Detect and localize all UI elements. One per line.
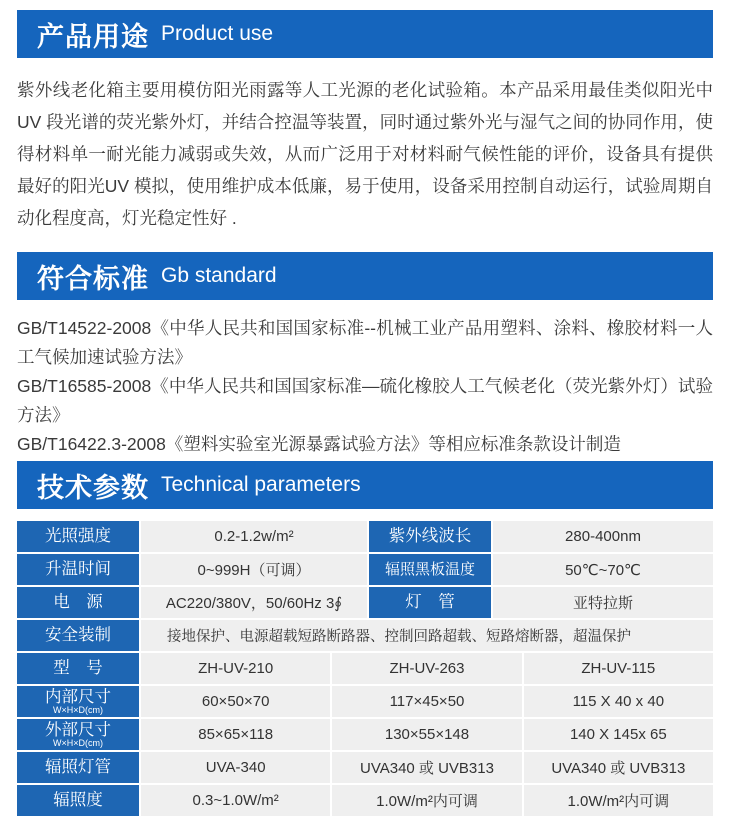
param-label-text: 安全装制 <box>45 626 111 644</box>
param-value: 亚特拉斯 <box>493 587 713 618</box>
param-label-sub: W×H×D(cm) <box>53 737 103 748</box>
param-value: 0.3~1.0W/m² <box>141 785 330 816</box>
param-value: ZH-UV-115 <box>524 653 713 684</box>
param-label <box>17 719 139 750</box>
param-value: 60×50×70 <box>141 686 330 717</box>
param-value: AC220/380V，50/60Hz 3∮ <box>141 587 367 618</box>
param-value: 117×45×50 <box>332 686 521 717</box>
param-value: UVA-340 <box>141 752 330 783</box>
param-label <box>17 620 139 651</box>
param-value: 1.0W/m²内可调 <box>332 785 521 816</box>
param-label-text: 光照强度 <box>45 527 111 545</box>
param-value: 85×65×118 <box>141 719 330 750</box>
param-label-text: 辐照度 <box>53 791 103 809</box>
section-header-product-use <box>17 10 713 58</box>
param-label <box>17 554 139 585</box>
param-row-power <box>17 587 713 618</box>
param-value: 0.2-1.2w/m² <box>141 521 367 552</box>
param-label-text: 升温时间 <box>45 560 111 578</box>
param-label-text: 电 源 <box>53 593 103 611</box>
param-label <box>369 521 491 552</box>
param-label-sub: W×H×D(cm) <box>53 704 103 715</box>
param-label-text: 灯 管 <box>405 593 455 611</box>
param-row-model <box>17 653 713 684</box>
param-label <box>17 785 139 816</box>
section-title-en: Product use <box>161 22 274 45</box>
standard-item: GB/T14522-2008《中华人民共和国国家标准--机械工业产品用塑料、涂料、橡胶材料一人工气候加速试验方法》 <box>17 318 713 367</box>
standard-item: GB/T16585-2008《中华人民共和国国家标准—硫化橡胶人工气候老化（荧光紫外灯）试验方法》 <box>17 376 713 425</box>
section-title-en: Gb standard <box>161 264 277 287</box>
param-row-safety <box>17 620 713 651</box>
param-label-text: 紫外线波长 <box>388 527 472 545</box>
param-label <box>369 587 491 618</box>
param-value: ZH-UV-263 <box>332 653 521 684</box>
section-title-zh: 符合标准 <box>37 263 149 294</box>
param-label <box>17 686 139 717</box>
product-use-paragraph: 紫外线老化箱主要用模仿阳光雨露等人工光源的老化试验箱。本产品采用最佳类似阳光中UV 段光谱的荧光紫外灯，并结合控温等装置，同时通过紫外光与湿气之间的协同作用，使得材料单一耐光能力减弱或失效，从而广泛用于对材料耐气候性能的评价，设备具有提供最好的阳光UV 模拟，使用维护成本低廉，易于使用，设备采用控制自动运行，试验周期自动化程度高，灯光稳定性好 . <box>17 80 713 228</box>
param-label <box>17 587 139 618</box>
param-label-text: 辐照黑板温度 <box>384 561 475 578</box>
param-value: 115 X 40 x 40 <box>524 686 713 717</box>
param-row-irradiance <box>17 785 713 816</box>
section-title-en: Technical parameters <box>161 473 361 496</box>
param-label <box>17 521 139 552</box>
section-title-zh: 产品用途 <box>37 21 149 52</box>
param-row-outer-size <box>17 719 713 750</box>
param-value: 50℃~70℃ <box>493 554 713 585</box>
param-value: 1.0W/m²内可调 <box>524 785 713 816</box>
param-label-text: 内部尺寸 <box>45 687 111 706</box>
param-label <box>17 752 139 783</box>
param-value: ZH-UV-210 <box>141 653 330 684</box>
param-label-text: 型 号 <box>53 659 103 677</box>
param-row-inner-size <box>17 686 713 717</box>
standard-item: GB/T16422.3-2008《塑料实验室光源暴露试验方法》等相应标准条款设计制造 <box>17 434 621 454</box>
section-header-gb-standard <box>17 252 713 300</box>
param-label-text: 外部尺寸 <box>45 720 111 739</box>
section-header-technical-parameters <box>17 461 713 509</box>
param-label <box>17 653 139 684</box>
param-value: 280-400nm <box>493 521 713 552</box>
param-row-light-intensity <box>17 521 713 552</box>
param-value: 0~999H（可调） <box>141 554 367 585</box>
param-row-heating-time <box>17 554 713 585</box>
param-value: UVA340 或 UVB313 <box>332 752 521 783</box>
param-label <box>369 554 491 585</box>
section-title-zh: 技术参数 <box>37 472 149 503</box>
parameters-table <box>17 521 713 816</box>
param-value: UVA340 或 UVB313 <box>524 752 713 783</box>
param-row-lamp <box>17 752 713 783</box>
param-value: 130×55×148 <box>332 719 521 750</box>
param-value: 接地保护、电源超载短路断路器、控制回路超载、短路熔断器，超温保护 <box>141 620 713 651</box>
param-value: 140 X 145x 65 <box>524 719 713 750</box>
param-label-text: 辐照灯管 <box>45 758 111 776</box>
standards-list <box>17 314 713 459</box>
